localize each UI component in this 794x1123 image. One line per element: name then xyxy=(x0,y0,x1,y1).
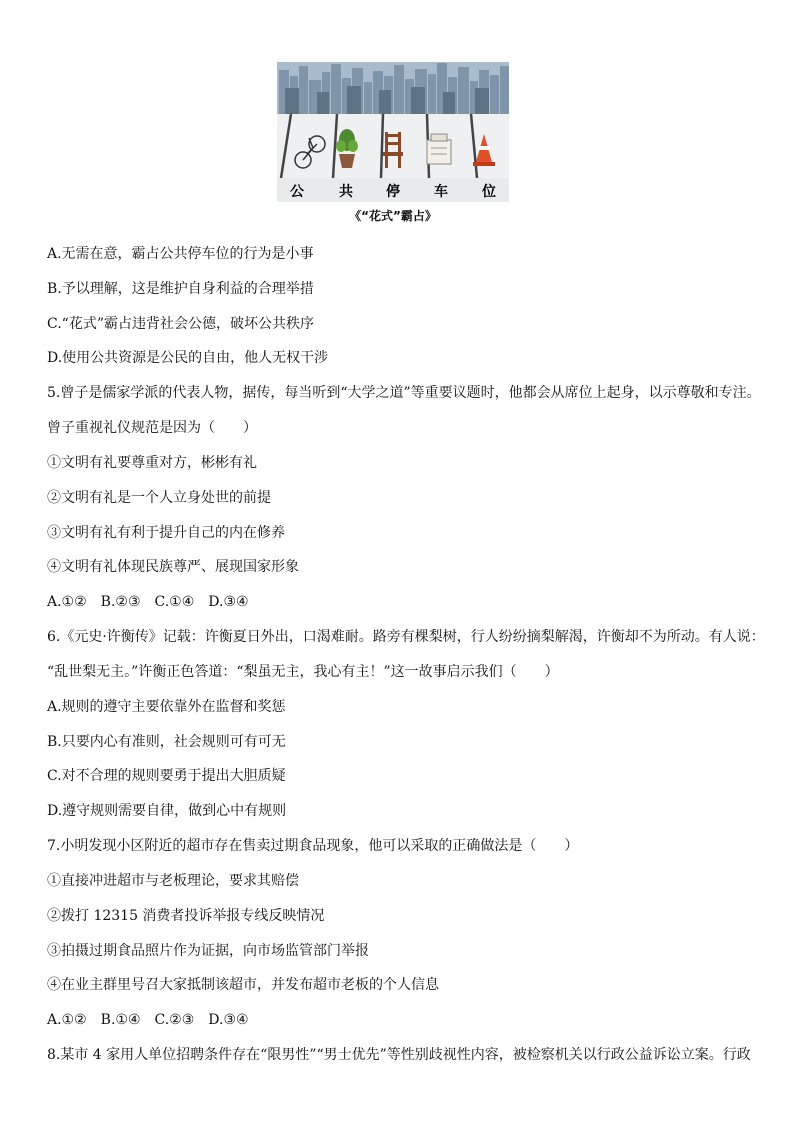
label-char: 停 xyxy=(386,184,400,200)
boxes-icon xyxy=(427,134,451,164)
parking-illustration xyxy=(277,62,509,206)
q5-options xyxy=(47,593,263,611)
q4-option-d: D.使用公共资源是公民的自由，他人无权干涉 xyxy=(47,350,329,366)
q4-option-a: A.无需在意，霸占公共停车位的行为是小事 xyxy=(47,246,314,262)
q4-option-b: B.予以理解，这是维护自身利益的合理举措 xyxy=(47,281,314,297)
q5-option-a: A.①② xyxy=(47,594,87,610)
q4-option-c: C.“花式”霸占违背社会公德，破坏公共秩序 xyxy=(47,316,314,332)
q7-item-4: ④在业主群里号召大家抵制该超市，并发布超市老板的个人信息 xyxy=(47,977,439,993)
label-char: 位 xyxy=(482,184,496,200)
label-char: 共 xyxy=(339,184,353,200)
q6-stem-line1: 6.《元史·许衡传》记载：许衡夏日外出，口渴难耐。路旁有棵梨树，行人纷纷摘梨解渴，许衡却不为所动。有人说： xyxy=(47,629,765,645)
q5-item-4: ④文明有礼体现民族尊严、展现国家形象 xyxy=(47,559,299,575)
q7-stem: 7.小明发现小区附近的超市存在售卖过期食品现象，他可以采取的正确做法是（ ） xyxy=(47,838,579,854)
label-char: 车 xyxy=(434,184,448,200)
q8-stem-line1: 8.某市 4 家用人单位招聘条件存在“限男性”“男士优先”等性别歧视性内容，被检察机关以行政公益诉讼立案。行政 xyxy=(47,1047,751,1063)
q5-stem-line2: 曾子重视礼仪规范是因为（ ） xyxy=(47,420,257,436)
q6-option-b: B.只要内心有准则，社会规则可有可无 xyxy=(47,734,286,750)
label-char: 公 xyxy=(290,184,304,200)
figure-caption: 《“花式”霸占》 xyxy=(349,209,437,223)
q5-option-d: D.③④ xyxy=(208,594,249,610)
q5-item-3: ③文明有礼有利于提升自己的内在修养 xyxy=(47,525,285,541)
q6-option-a: A.规则的遵守主要依靠外在监督和奖惩 xyxy=(47,699,286,715)
q6-option-c: C.对不合理的规则要勇于提出大胆质疑 xyxy=(47,768,286,784)
q5-option-b: B.②③ xyxy=(100,594,141,610)
q7-option-d: D.③④ xyxy=(208,1012,249,1028)
q5-item-2: ②文明有礼是一个人立身处世的前提 xyxy=(47,490,271,506)
q7-option-c: C.②③ xyxy=(154,1012,195,1028)
q7-options xyxy=(47,1011,263,1029)
q7-option-a: A.①② xyxy=(47,1012,87,1028)
q7-item-1: ①直接冲进超市与老板理论，要求其赔偿 xyxy=(47,873,299,889)
q7-option-b: B.①④ xyxy=(100,1012,141,1028)
q7-item-3: ③拍摄过期食品照片作为证据，向市场监管部门举报 xyxy=(47,943,369,959)
q6-option-d: D.遵守规则需要自律，做到心中有规则 xyxy=(47,803,287,819)
q5-item-1: ①文明有礼要尊重对方，彬彬有礼 xyxy=(47,455,257,471)
q5-option-c: C.①④ xyxy=(154,594,195,610)
q5-stem-line1: 5.曾子是儒家学派的代表人物，据传，每当听到“大学之道”等重要议题时，他都会从席位上起身，以示尊敬和专注。 xyxy=(47,385,761,401)
q6-stem-line2: “乱世梨无主。”许衡正色答道：“梨虽无主，我心有主！”这一故事启示我们（ ） xyxy=(47,664,559,680)
q7-item-2: ②拨打 12315 消费者投诉举报专线反映情况 xyxy=(47,908,325,924)
